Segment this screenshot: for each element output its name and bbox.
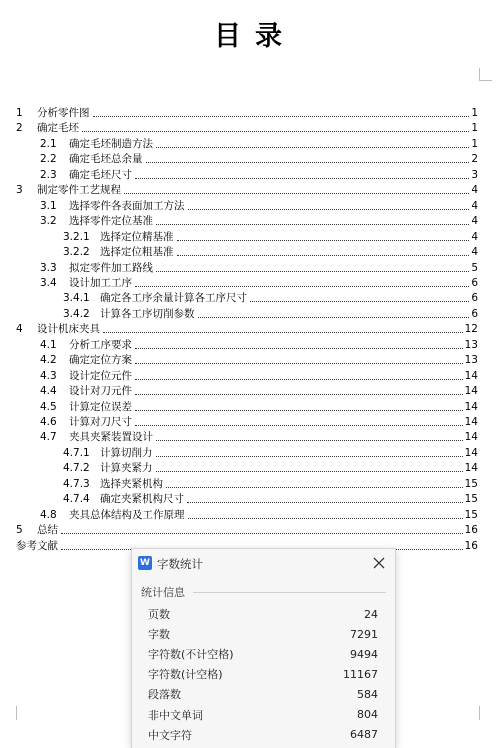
toc-page-number: 15	[464, 493, 478, 506]
toc-leader-dots	[135, 378, 463, 380]
toc-entry[interactable]	[16, 105, 478, 120]
toc-page-number: 4	[471, 184, 478, 197]
toc-entry[interactable]	[16, 120, 478, 135]
stat-label: 字符数(计空格)	[148, 668, 223, 682]
stat-label: 段落数	[148, 688, 181, 702]
toc-number: 4.7.1	[63, 446, 90, 459]
toc-number: 4.7.3	[63, 477, 90, 490]
toc-number: 4.1	[40, 338, 57, 351]
stat-value: 24	[364, 607, 378, 621]
toc-entry[interactable]	[40, 275, 478, 290]
toc-page-number: 1	[471, 137, 478, 150]
toc-entry[interactable]	[40, 352, 478, 367]
toc-number: 3.4.2	[63, 307, 90, 320]
toc-leader-dots	[146, 161, 470, 163]
toc-label: 确定毛坯制造方法	[69, 137, 153, 150]
stat-row	[148, 725, 378, 745]
toc-entry[interactable]	[63, 491, 478, 506]
toc-page-number: 15	[464, 508, 478, 521]
toc-label: 设计机床夹具	[37, 323, 100, 336]
stat-row	[148, 604, 378, 624]
toc-label: 计算夹紧力	[100, 462, 153, 475]
corner-mark	[479, 706, 492, 720]
toc-entry[interactable]	[63, 306, 478, 321]
toc-entry[interactable]	[16, 321, 478, 336]
toc-label: 夹具总体结构及工作原理	[69, 508, 185, 521]
toc-leader-dots	[82, 130, 469, 132]
toc-leader-dots	[156, 455, 463, 457]
toc-label: 确定毛坯总余量	[69, 153, 143, 166]
toc-leader-dots	[135, 362, 463, 364]
toc-label: 计算切削力	[100, 446, 153, 459]
toc-leader-dots	[61, 532, 463, 534]
toc-label: 确定各工序余量计算各工序尺寸	[100, 292, 247, 305]
toc-leader-dots	[177, 254, 470, 256]
toc-number: 3.2.2	[63, 246, 90, 259]
toc-entry[interactable]	[63, 476, 478, 491]
toc-leader-dots	[135, 177, 469, 179]
toc-entry[interactable]	[40, 151, 478, 166]
stat-label: 中文字符	[148, 728, 192, 742]
toc-entry[interactable]	[40, 260, 478, 275]
toc-page-number: 13	[464, 338, 478, 351]
stat-row	[148, 664, 378, 684]
toc-label: 夹具夹紧装置设计	[69, 431, 153, 444]
toc-number: 2.1	[40, 137, 57, 150]
toc-leader-dots	[188, 517, 463, 519]
close-button[interactable]	[369, 553, 389, 573]
stat-label: 字数	[148, 628, 170, 642]
toc-leader-dots	[187, 501, 463, 503]
toc-page-number: 5	[471, 261, 478, 274]
toc-entry[interactable]	[40, 429, 478, 444]
toc-leader-dots	[124, 192, 469, 194]
stat-label: 页数	[148, 608, 170, 621]
toc-entry[interactable]	[40, 167, 478, 182]
toc-page-number: 16	[464, 539, 478, 552]
stat-value: 584	[357, 687, 378, 701]
toc-leader-dots	[156, 270, 469, 272]
toc-entry[interactable]	[63, 460, 478, 475]
toc-leader-dots	[198, 316, 470, 318]
stat-label: 字符数(不计空格)	[148, 648, 234, 662]
toc-number: 4	[16, 323, 23, 336]
stat-row	[148, 644, 378, 664]
stat-value: 7291	[350, 627, 378, 641]
toc-page-number: 1	[471, 107, 478, 119]
stat-value: 9494	[350, 647, 378, 661]
toc-label: 选择零件各表面加工方法	[69, 199, 185, 212]
toc-leader-dots	[135, 347, 463, 349]
toc-entry[interactable]	[40, 368, 478, 383]
toc-number: 4.8	[40, 508, 57, 521]
toc-entry[interactable]	[40, 136, 478, 151]
toc-page-number: 14	[464, 446, 478, 459]
toc-entry[interactable]	[40, 337, 478, 352]
toc-number: 4.7	[40, 431, 57, 444]
toc-page-number: 1	[471, 122, 478, 135]
toc-label: 参考文献	[16, 539, 58, 552]
divider	[193, 592, 386, 593]
wps-writer-icon: W	[138, 556, 152, 570]
toc-page-number: 6	[471, 292, 478, 305]
toc-label: 制定零件工艺规程	[37, 184, 121, 197]
stat-value: 6487	[350, 728, 378, 742]
section-label: 统计信息	[141, 586, 185, 599]
toc-label: 选择零件定位基准	[69, 215, 153, 228]
toc-leader-dots	[156, 470, 463, 472]
toc-page-number: 12	[464, 323, 478, 336]
toc-number: 3.4.1	[63, 292, 90, 305]
toc-entry[interactable]	[63, 445, 478, 460]
toc-leader-dots	[135, 393, 463, 395]
toc-page-number: 14	[464, 400, 478, 413]
toc-page-number: 14	[464, 462, 478, 475]
toc-number: 2.3	[40, 168, 57, 181]
toc-number: 3.3	[40, 261, 57, 274]
toc-number: 4.2	[40, 354, 57, 367]
toc-page-number: 4	[471, 215, 478, 228]
stats-section-header	[141, 584, 386, 600]
stat-value: 804	[357, 708, 378, 721]
page-title: 目录	[214, 21, 296, 52]
toc-number: 2.2	[40, 153, 57, 166]
toc-label: 确定定位方案	[69, 354, 132, 367]
stat-label: 非中文单词	[148, 708, 203, 722]
toc-number: 3.1	[40, 199, 57, 212]
toc-leader-dots	[135, 424, 463, 426]
toc-page-number: 14	[464, 431, 478, 444]
stat-row	[148, 684, 378, 704]
toc-page-number: 3	[471, 168, 478, 181]
toc-page-number: 4	[471, 230, 478, 243]
toc-label: 选择定位精基准	[100, 230, 174, 243]
toc-number: 5	[16, 524, 23, 537]
toc-page-number: 2	[471, 153, 478, 166]
toc-entry[interactable]	[40, 198, 478, 213]
stat-row	[148, 624, 378, 644]
toc-number: 4.6	[40, 416, 57, 428]
toc-leader-dots	[156, 223, 469, 225]
toc-entry[interactable]	[63, 244, 478, 259]
toc-number: 1	[16, 107, 23, 119]
toc-label: 选择夹紧机构	[100, 477, 163, 490]
toc-label: 拟定零件加工路线	[69, 261, 153, 274]
toc-leader-dots	[135, 285, 469, 287]
stat-value: 11167	[343, 667, 378, 681]
word-count-dialog	[131, 548, 396, 748]
toc-leader-dots	[93, 115, 470, 117]
toc-entry[interactable]	[40, 414, 478, 429]
toc-entry[interactable]	[16, 522, 478, 537]
toc-entry[interactable]	[40, 507, 478, 522]
corner-mark	[479, 68, 492, 81]
toc-number: 3.2.1	[63, 230, 90, 243]
toc-page-number: 16	[464, 524, 478, 537]
toc-page-number: 13	[464, 354, 478, 367]
toc-label: 计算各工序切削参数	[100, 307, 195, 320]
toc-label: 总结	[37, 524, 58, 537]
dialog-title: 字数统计	[157, 557, 203, 571]
toc-number: 4.7.2	[63, 462, 90, 475]
toc-leader-dots	[250, 300, 469, 302]
toc-entry[interactable]	[40, 383, 478, 398]
toc-number: 4.3	[40, 369, 57, 382]
toc-entry[interactable]	[40, 399, 478, 414]
toc-leader-dots	[177, 239, 470, 241]
toc-label: 分析零件图	[37, 107, 90, 119]
toc-page-number: 4	[471, 199, 478, 212]
toc-number: 3.4	[40, 276, 57, 289]
toc-leader-dots	[156, 146, 469, 148]
toc-leader-dots	[188, 208, 470, 210]
close-icon	[369, 553, 389, 573]
toc-label: 选择定位粗基准	[100, 246, 174, 259]
toc-leader-dots	[166, 486, 463, 488]
toc-label: 计算定位误差	[69, 400, 132, 413]
toc-entry[interactable]	[16, 182, 478, 197]
toc-page-number: 15	[464, 477, 478, 490]
toc-number: 4.7.4	[63, 493, 90, 506]
toc-label: 确定夹紧机构尺寸	[100, 493, 184, 506]
toc-number: 2	[16, 122, 23, 135]
toc-entry[interactable]	[63, 290, 478, 305]
toc-leader-dots	[156, 439, 463, 441]
corner-mark	[4, 706, 17, 720]
toc-page-number: 4	[471, 246, 478, 259]
toc-number: 3.2	[40, 215, 57, 228]
toc-leader-dots	[103, 331, 463, 333]
toc-page-number: 6	[471, 276, 478, 289]
toc-page-number: 6	[471, 307, 478, 320]
toc-leader-dots	[135, 409, 463, 411]
toc-label: 确定毛坯	[37, 122, 79, 135]
toc-label: 设计定位元件	[69, 369, 132, 382]
toc-label: 设计加工工序	[69, 276, 132, 289]
dialog-header[interactable]	[132, 549, 395, 579]
toc-entry[interactable]	[63, 229, 478, 244]
toc-entry[interactable]	[40, 213, 478, 228]
toc-page-number: 14	[464, 369, 478, 382]
toc-label: 确定毛坯尺寸	[69, 168, 132, 181]
toc-label: 分析工序要求	[69, 338, 132, 351]
stat-row	[148, 705, 378, 725]
toc-label: 计算对刀尺寸	[69, 416, 132, 428]
toc-number: 4.4	[40, 385, 57, 398]
toc-page-number: 14	[464, 416, 478, 428]
toc-number: 4.5	[40, 400, 57, 413]
toc-label: 设计对刀元件	[69, 385, 132, 398]
toc-number: 3	[16, 184, 23, 197]
toc-page-number: 14	[464, 385, 478, 398]
